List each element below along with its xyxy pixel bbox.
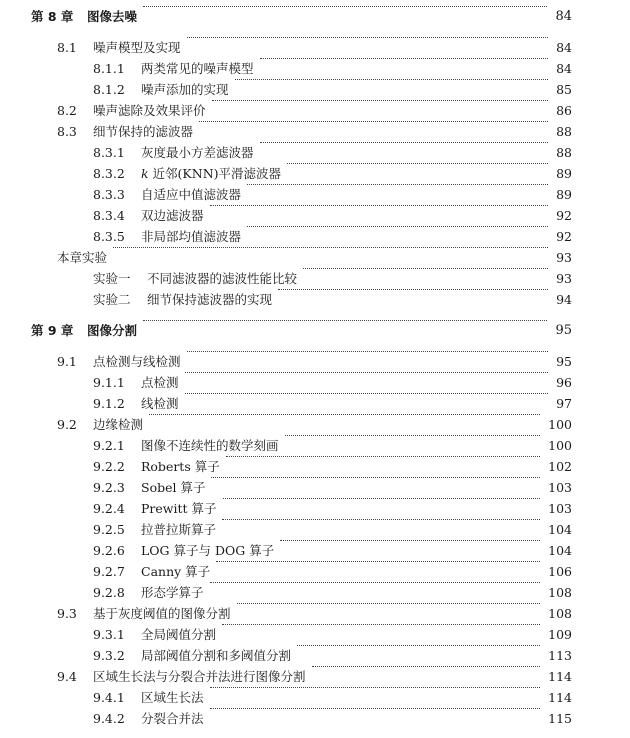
toc-subsection-entry[interactable] <box>0 708 630 729</box>
toc-section-entry[interactable] <box>0 351 630 372</box>
toc-page-number: 94 <box>556 292 572 307</box>
toc-section-entry[interactable] <box>0 37 630 58</box>
toc-dot-leader <box>185 393 549 394</box>
toc-page-number: 88 <box>556 145 572 160</box>
toc-entry-number: 8.3.2 <box>93 166 125 181</box>
toc-entry-number: 9.2.4 <box>93 501 125 516</box>
toc-page-number: 100 <box>548 438 572 453</box>
toc-page-number: 84 <box>556 40 572 55</box>
toc-entry-number: 9.3.2 <box>93 648 125 663</box>
toc-entry-title: 细节保持滤波器的实现 <box>147 292 273 307</box>
toc-dot-leader <box>223 498 541 499</box>
toc-dot-leader <box>210 582 541 583</box>
toc-section-entry[interactable] <box>0 100 630 121</box>
toc-entry-title: 本章实验 <box>57 250 108 265</box>
toc-subsection-entry[interactable] <box>0 393 630 414</box>
toc-dot-leader <box>285 435 541 436</box>
toc-dot-leader <box>247 226 548 227</box>
toc-entry-number: 9.2.1 <box>93 438 125 453</box>
toc-dot-leader <box>211 477 540 478</box>
toc-section-entry[interactable] <box>0 603 630 624</box>
toc-entry-number: 9.2.3 <box>93 480 125 495</box>
toc-section-entry[interactable] <box>0 666 630 687</box>
toc-entry-title: LOG 算子与 DOG 算子 <box>141 543 275 558</box>
toc-entry-title <box>141 163 281 184</box>
toc-page-number: 114 <box>548 669 572 684</box>
toc-page-number: 85 <box>556 82 572 97</box>
toc-subsection-entry[interactable] <box>0 58 630 79</box>
toc-page-number: 102 <box>548 459 572 474</box>
toc-subsection-entry[interactable] <box>0 582 630 603</box>
toc-page-number: 100 <box>548 417 572 432</box>
toc-entry-title-text: 近邻(KNN)平滑滤波器 <box>148 166 282 181</box>
toc-page-number: 113 <box>548 648 572 663</box>
toc-page-number: 86 <box>556 103 572 118</box>
toc-entry-title: 噪声模型及实现 <box>93 40 181 55</box>
toc-page-number: 108 <box>548 606 572 621</box>
toc-subsection-entry[interactable] <box>0 624 630 645</box>
toc-entry-title: 区域生长法与分裂合并法进行图像分割 <box>93 669 306 684</box>
toc-dot-leader <box>222 624 540 625</box>
toc-dot-leader <box>143 6 547 7</box>
toc-page-number: 114 <box>548 690 572 705</box>
toc-experiments-heading[interactable] <box>0 247 630 268</box>
toc-entry-number: 8.3.4 <box>93 208 125 223</box>
toc-entry-title: 边缘检测 <box>93 417 144 432</box>
toc-dot-leader <box>312 666 541 667</box>
toc-chapter-entry[interactable] <box>0 320 630 341</box>
toc-subsection-entry[interactable] <box>0 687 630 708</box>
toc-dot-leader <box>278 289 548 290</box>
toc-entry-title: 自适应中值滤波器 <box>141 187 242 202</box>
toc-entry-title: 细节保持的滤波器 <box>93 124 194 139</box>
toc-entry-number: 9.3.1 <box>93 627 125 642</box>
toc-dot-leader <box>303 268 548 269</box>
toc-page-number: 84 <box>555 9 572 24</box>
toc-entry-title: 点检测 <box>141 375 179 390</box>
toc-entry-title: 噪声添加的实现 <box>141 82 229 97</box>
toc-page-number: 104 <box>548 522 572 537</box>
toc-entry-number: 9.4.2 <box>93 711 125 726</box>
toc-subsection-entry[interactable] <box>0 205 630 226</box>
toc-entry-number: 实验二 <box>93 292 131 307</box>
toc-entry-number: 9.4.1 <box>93 690 125 705</box>
toc-page-number: 95 <box>555 323 572 338</box>
toc-entry-number: 9.1 <box>57 354 77 369</box>
toc-entry-title: 两类常见的噪声模型 <box>141 61 254 76</box>
toc-page-number: 115 <box>548 711 572 726</box>
toc-page-number: 97 <box>556 396 572 411</box>
toc-entry-number: 9.1.1 <box>93 375 125 390</box>
toc-entry-title: 图像不连续性的数学刻画 <box>141 438 279 453</box>
toc-subsection-entry[interactable] <box>0 498 630 519</box>
toc-entry-title: 线检测 <box>141 396 179 411</box>
toc-entry-title: Prewitt 算子 <box>141 501 217 516</box>
toc-dot-leader <box>297 645 540 646</box>
toc-subsection-entry[interactable] <box>0 477 630 498</box>
toc-dot-leader <box>287 163 548 164</box>
toc-entry-number: 实验一 <box>93 271 131 286</box>
toc-entry-number: 8.2 <box>57 103 77 118</box>
toc-dot-leader <box>113 247 548 248</box>
toc-entry-title: 图像分割 <box>87 323 138 338</box>
toc-entry-number: 9.3 <box>57 606 77 621</box>
toc-dot-leader <box>226 456 540 457</box>
toc-dot-leader <box>237 603 541 604</box>
toc-page-number: 108 <box>548 585 572 600</box>
toc-entry-title: Sobel 算子 <box>141 480 206 495</box>
toc-subsection-entry[interactable] <box>0 163 630 184</box>
toc-subsection-entry[interactable] <box>0 645 630 666</box>
toc-dot-leader <box>149 414 540 415</box>
toc-subsection-entry[interactable] <box>0 79 630 100</box>
toc-dot-leader <box>222 519 540 520</box>
toc-entry-number: 8.1.2 <box>93 82 125 97</box>
toc-dot-leader <box>187 37 549 38</box>
toc-entry-title: 形态学算子 <box>141 585 204 600</box>
toc-page-number: 92 <box>556 229 572 244</box>
toc-entry-number: 9.2.8 <box>93 585 125 600</box>
toc-entry-title: 拉普拉斯算子 <box>141 522 217 537</box>
toc-entry-number: 9.2.7 <box>93 564 125 579</box>
toc-entry-number: 9.4 <box>57 669 77 684</box>
toc-subsection-entry[interactable] <box>0 540 630 561</box>
toc-dot-leader <box>280 540 540 541</box>
toc-chapter-entry[interactable] <box>0 6 630 27</box>
toc-entry-title: 非局部均值滤波器 <box>141 229 242 244</box>
toc-page-number: 84 <box>556 61 572 76</box>
toc-subsection-entry[interactable] <box>0 226 630 247</box>
toc-entry-title: 图像去噪 <box>87 9 138 24</box>
toc-entry-title: 双边滤波器 <box>141 208 204 223</box>
toc-dot-leader <box>260 142 549 143</box>
toc-dot-leader <box>210 205 549 206</box>
toc-page-number: 92 <box>556 208 572 223</box>
toc-entry-number: 8.1 <box>57 40 77 55</box>
toc-entry-number: 9.2.5 <box>93 522 125 537</box>
toc-dot-leader <box>185 372 549 373</box>
toc-subsection-entry[interactable] <box>0 142 630 163</box>
toc-page-number: 88 <box>556 124 572 139</box>
toc-entry-title: 区域生长法 <box>141 690 204 705</box>
toc-dot-leader <box>235 79 549 80</box>
toc-subsection-entry[interactable] <box>0 372 630 393</box>
toc-entry-number: 第 9 章 <box>31 323 74 338</box>
toc-dot-leader <box>199 121 548 122</box>
toc-entry-number: 8.3.1 <box>93 145 125 160</box>
toc-entry-title: 局部阈值分割和多阈值分割 <box>141 648 292 663</box>
toc-dot-leader <box>216 561 540 562</box>
toc-entry-number: 8.3 <box>57 124 77 139</box>
toc-page-number: 93 <box>556 271 572 286</box>
toc-entry-title: Canny 算子 <box>141 564 211 579</box>
toc-entry-title: 点检测与线检测 <box>93 354 181 369</box>
toc-entry-title: 噪声滤除及效果评价 <box>93 103 206 118</box>
toc-entry-number: 9.2 <box>57 417 77 432</box>
toc-entry-number: 9.2.6 <box>93 543 125 558</box>
toc-entry-title: 不同滤波器的滤波性能比较 <box>147 271 298 286</box>
toc-entry-title: 基于灰度阈值的图像分割 <box>93 606 231 621</box>
toc-entry-number: 9.2.2 <box>93 459 125 474</box>
toc-page-number: 103 <box>548 501 572 516</box>
toc-subsection-entry[interactable] <box>0 435 630 456</box>
toc-page-number: 96 <box>556 375 572 390</box>
toc-entry-title: 灰度最小方差滤波器 <box>141 145 254 160</box>
toc-entry-title: Roberts 算子 <box>141 459 220 474</box>
toc-subsection-entry[interactable] <box>0 456 630 477</box>
toc-dot-leader <box>210 687 541 688</box>
toc-entry-number: 8.1.1 <box>93 61 125 76</box>
toc-dot-leader <box>212 100 549 101</box>
toc-subsection-entry[interactable] <box>0 184 630 205</box>
toc-page-number: 109 <box>548 627 572 642</box>
toc-dot-leader <box>143 320 547 321</box>
toc-entry-title: 全局阈值分割 <box>141 627 217 642</box>
toc-page-number: 103 <box>548 480 572 495</box>
toc-page-number: 104 <box>548 543 572 558</box>
toc-experiment-entry[interactable] <box>0 289 630 310</box>
toc-dot-leader <box>260 58 549 59</box>
toc-page-number: 89 <box>556 187 572 202</box>
toc-experiment-entry[interactable] <box>0 268 630 289</box>
toc-entry-title-italic: k <box>141 166 149 181</box>
toc-page-number: 106 <box>548 564 572 579</box>
toc-subsection-entry[interactable] <box>0 519 630 540</box>
toc-section-entry[interactable] <box>0 414 630 435</box>
toc-entry-number: 9.1.2 <box>93 396 125 411</box>
toc-entry-number: 8.3.5 <box>93 229 125 244</box>
toc-page-number: 93 <box>556 250 572 265</box>
toc-entry-number: 第 8 章 <box>31 9 74 24</box>
toc-dot-leader <box>247 184 548 185</box>
toc-page-number: 89 <box>556 166 572 181</box>
toc-dot-leader <box>187 351 549 352</box>
toc-section-entry[interactable] <box>0 121 630 142</box>
toc-page-number: 95 <box>556 354 572 369</box>
toc-entry-title: 分裂合并法 <box>141 711 204 726</box>
toc-dot-leader <box>210 708 541 709</box>
toc-subsection-entry[interactable] <box>0 561 630 582</box>
toc-entry-number: 8.3.3 <box>93 187 125 202</box>
